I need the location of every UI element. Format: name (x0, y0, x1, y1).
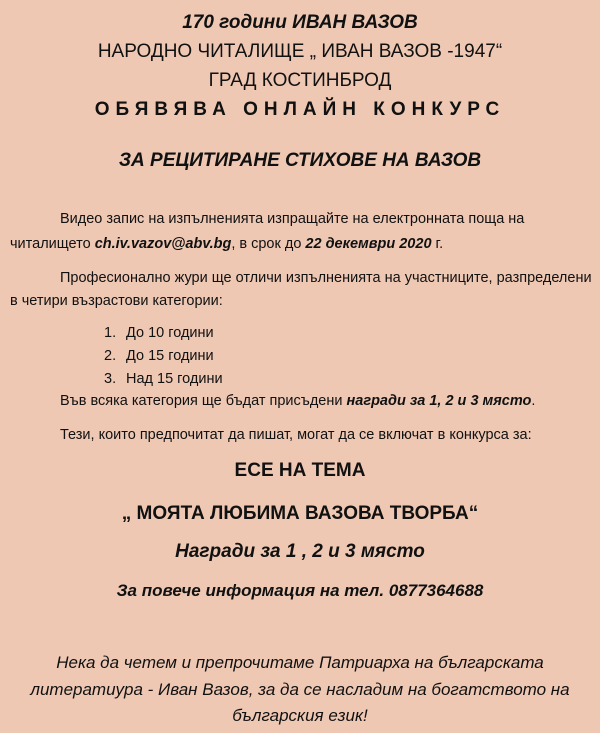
para1-line1: Видео запис на изпълненията изпращайте на електронната поща на (60, 211, 525, 227)
list-item-number: 2. (104, 348, 117, 364)
para1-prefix: читалището (10, 236, 95, 252)
essay-theme: „ МОЯТА ЛЮБИМА ВАЗОВА ТВОРБА“ (121, 503, 479, 524)
list-item-number: 3. (104, 371, 117, 387)
closing-line2: литератиура - Иван Вазов, за да се насладим на богатството на (30, 680, 570, 699)
awards-suffix: . (531, 393, 536, 409)
closing-line1: Нека да четем и препрочитаме Патриарха на българската (56, 653, 544, 672)
list-item-label: До 15 години (126, 348, 214, 364)
list-item-label: До 10 години (126, 325, 214, 341)
essay-intro: Тези, които предпочитат да пишат, могат да се включат в конкурса за: (60, 427, 532, 443)
awards-prefix: Във всяка категория ще бъдат присъдени (60, 393, 347, 409)
para2-line1: Професионално жури ще отличи изпълненията на участниците, разпределени (60, 270, 592, 286)
awards-emphasis: награди за 1, 2 и 3 място (346, 393, 532, 409)
subtitle-recitation: ЗА РЕЦИТИРАНЕ СТИХОВЕ НА ВАЗОВ (118, 150, 482, 171)
email-address: ch.iv.vazov@abv.bg (94, 236, 232, 252)
closing-line3: българския език! (232, 706, 368, 725)
list-item-label: Над 15 години (126, 371, 223, 387)
list-item (104, 325, 214, 341)
para1-line2 (10, 236, 443, 252)
deadline-date: 22 декември 2020 (305, 236, 432, 252)
list-item-number: 1. (104, 325, 117, 341)
list-item (104, 371, 223, 387)
title-line-announcement: ОБЯВЯВА ОНЛАЙН КОНКУРС (94, 99, 506, 120)
contact-info: За повече информация на тел. 0877364688 (116, 581, 484, 600)
title-line-town: ГРАД КОСТИНБРОД (208, 70, 392, 91)
title-line-community-center: НАРОДНО ЧИТАЛИЩЕ „ ИВАН ВАЗОВ -1947“ (97, 41, 503, 62)
para1-suffix: г. (431, 236, 444, 252)
para1-mid: , в срок до (231, 236, 306, 252)
list-item (104, 348, 214, 364)
para2-line2: в четири възрастови категории: (10, 293, 223, 309)
essay-awards: Награди за 1 , 2 и 3 място (175, 541, 425, 562)
essay-title: ЕСЕ НА ТЕМА (234, 460, 366, 481)
awards-line (60, 393, 535, 409)
title-line-anniversary: 170 години ИВАН ВАЗОВ (182, 12, 418, 33)
